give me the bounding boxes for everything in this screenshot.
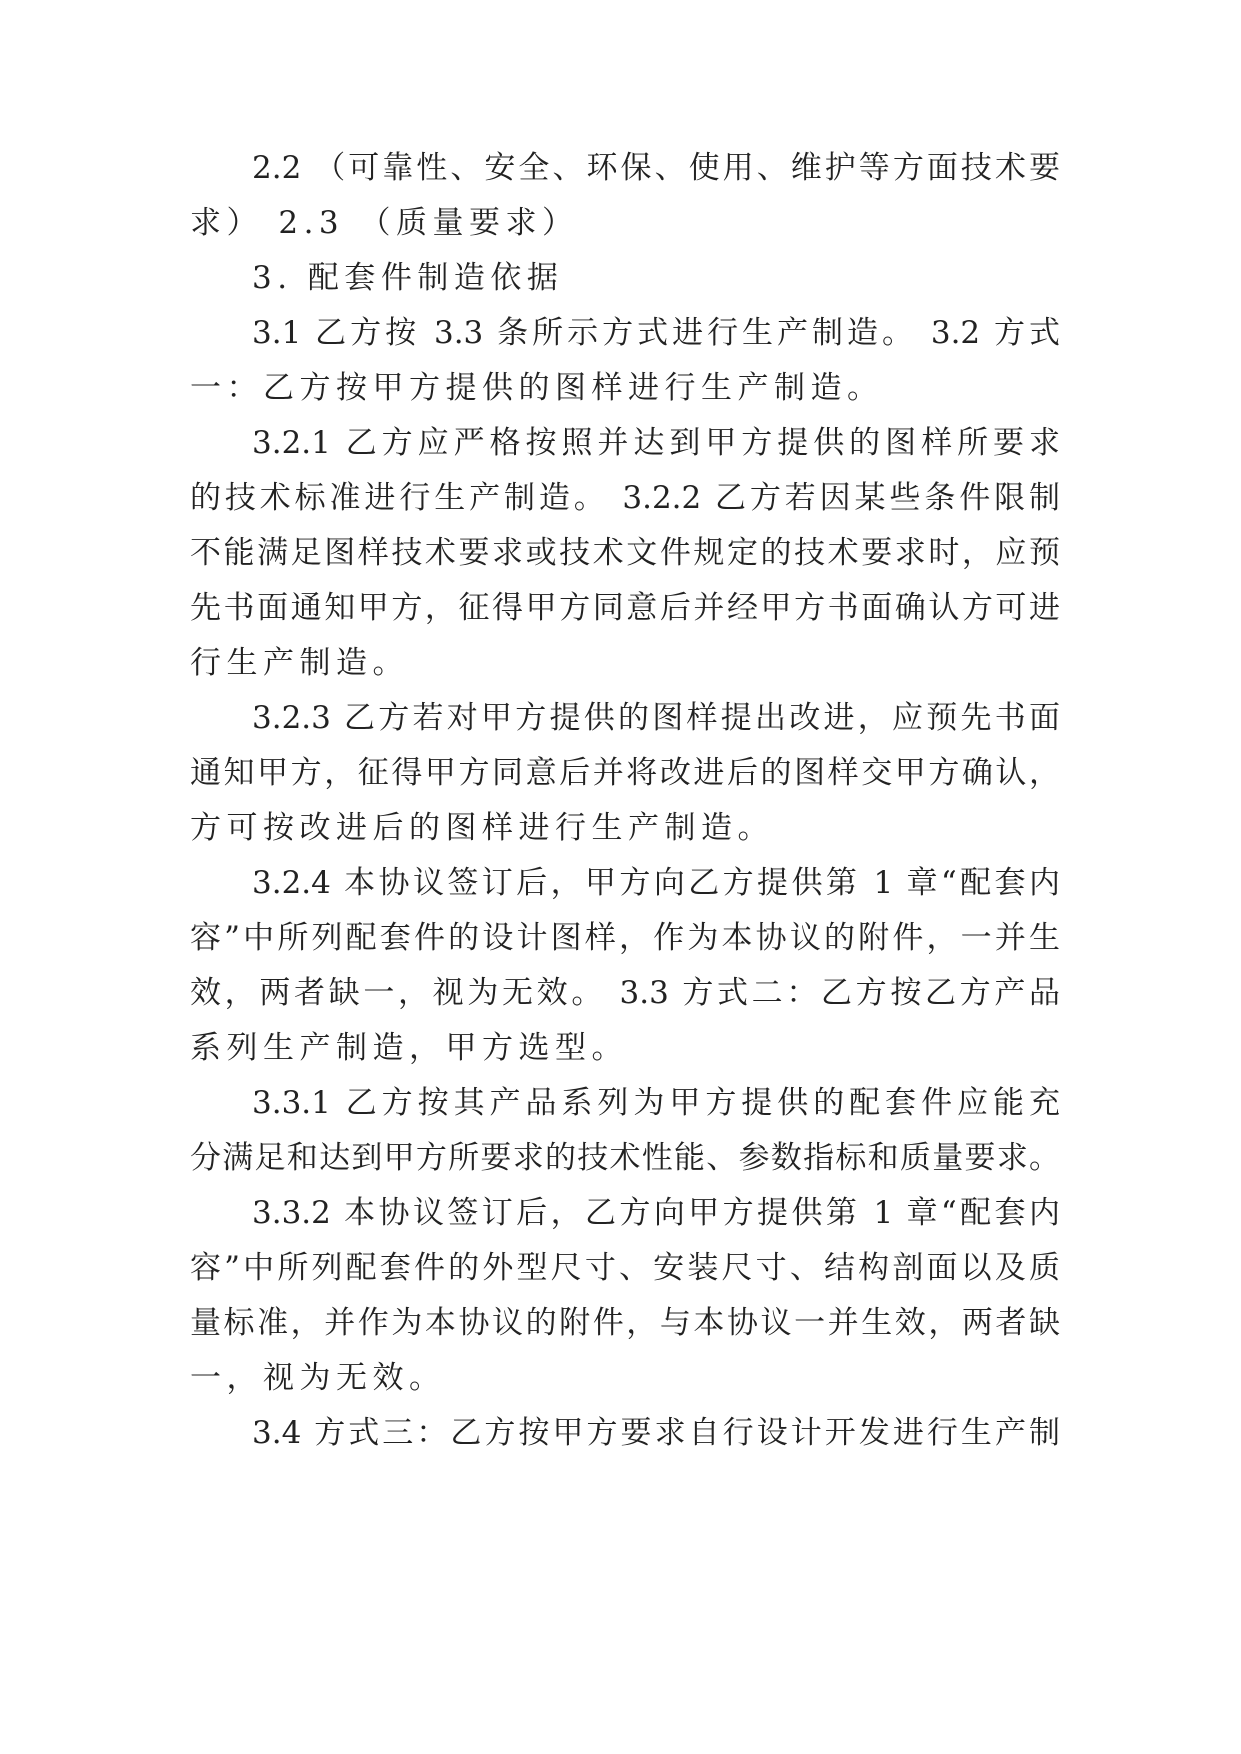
text-line: 3.3.1 乙方按其产品系列为甲方提供的配套件应能充: [252, 1085, 1060, 1121]
text-line: 不能满足图样技术要求或技术文件规定的技术要求时，应预: [190, 535, 1060, 571]
text-line: 通知甲方，征得甲方同意后并将改进后的图样交甲方确认，: [190, 755, 1060, 791]
text-line: 效，两者缺一，视为无效。 3.3 方式二：乙方按乙方产品: [190, 975, 1060, 1011]
text-line: 2.2 （可靠性、安全、环保、使用、维护等方面技术要: [252, 150, 1060, 186]
text-line: 求） 2.3 （质量要求）: [190, 205, 579, 241]
text-line: 3.2.4 本协议签订后，甲方向乙方提供第 1 章“配套内: [252, 865, 1060, 901]
text-line: 一，视为无效。: [190, 1360, 446, 1396]
text-line: 3.1 乙方按 3.3 条所示方式进行生产制造。 3.2 方式: [252, 315, 1060, 351]
text-line: 方可按改进后的图样进行生产制造。: [190, 810, 774, 846]
text-line: 行生产制造。: [190, 645, 409, 681]
text-line: 3.3.2 本协议签订后，乙方向甲方提供第 1 章“配套内: [252, 1195, 1060, 1231]
text-line: 3.2.3 乙方若对甲方提供的图样提出改进，应预先书面: [252, 700, 1060, 736]
text-line: 3.4 方式三：乙方按甲方要求自行设计开发进行生产制: [252, 1415, 1060, 1451]
text-line: 3.2.1 乙方应严格按照并达到甲方提供的图样所要求: [252, 425, 1060, 461]
text-line: 容”中所列配套件的外型尺寸、安装尺寸、结构剖面以及质: [190, 1250, 1060, 1286]
text-line: 3. 配套件制造依据: [252, 260, 564, 296]
text-line: 先书面通知甲方，征得甲方同意后并经甲方书面确认方可进: [190, 590, 1060, 626]
text-line: 一：乙方按甲方提供的图样进行生产制造。: [190, 370, 884, 406]
text-line: 分满足和达到甲方所要求的技术性能、参数指标和质量要求。: [190, 1140, 1060, 1176]
text-line: 量标准，并作为本协议的附件，与本协议一并生效，两者缺: [190, 1305, 1060, 1341]
text-line: 系列生产制造，甲方选型。: [190, 1030, 628, 1066]
text-line: 容”中所列配套件的设计图样，作为本协议的附件，一并生: [190, 920, 1060, 956]
text-line: 的技术标准进行生产制造。 3.2.2 乙方若因某些条件限制: [190, 480, 1060, 516]
